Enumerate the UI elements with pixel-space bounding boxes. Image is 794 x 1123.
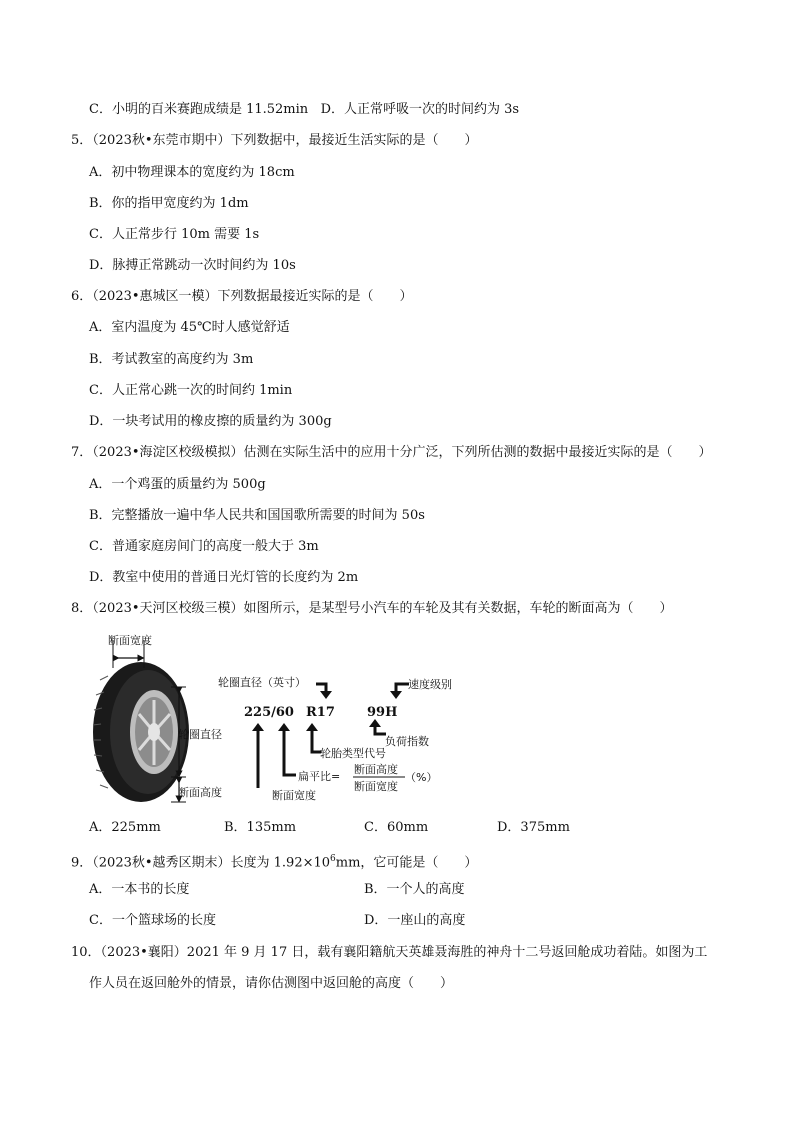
section-width-bottom-label: 断面宽度 xyxy=(272,789,316,802)
q6-option-d: D．一块考试用的橡皮擦的质量约为 300g xyxy=(89,414,332,429)
q6-option-c: C．人正常心跳一次的时间约 1min xyxy=(89,383,293,398)
q9-option-c: C．一个篮球场的长度 xyxy=(89,913,216,928)
tire-image xyxy=(93,662,189,802)
q9-exponent: 6 xyxy=(330,854,336,864)
q8-stem: 8．（2023•天河区校级三模）如图所示，是某型号小汽车的车轮及其有关数据，车轮的断面高为（ ） xyxy=(71,601,673,616)
q4-option-d: D．人正常呼吸一次的时间约为 3s xyxy=(320,102,520,117)
tire-figure xyxy=(86,630,452,805)
q4-options xyxy=(89,102,519,118)
aspect-ratio-label: 扁平比= xyxy=(298,770,341,783)
q7-option-c: C．普通家庭房间门的高度一般大于 3m xyxy=(89,539,319,554)
rim-diameter-side-label: 轮圈直径 xyxy=(178,728,222,741)
q9-stem xyxy=(71,851,477,871)
tire-type-label: 轮胎类型代号 xyxy=(320,747,386,760)
q9-stem-pre: 9．（2023秋•越秀区期末）长度为 1.92×10 xyxy=(71,855,331,871)
q9-option-b: B．一个人的高度 xyxy=(364,882,465,897)
q8-option-a: A．225mm xyxy=(89,820,161,835)
section-width-top-label: 断面宽度 xyxy=(108,634,152,647)
tire-code-load: 99H xyxy=(367,705,398,720)
ratio-numerator: 断面高度 xyxy=(354,763,398,776)
q7-option-d: D．教室中使用的普通日光灯管的长度约为 2m xyxy=(89,570,359,585)
section-height-side-label: 断面高度 xyxy=(178,786,222,799)
speed-rating-label: 速度级别 xyxy=(408,678,452,691)
q10-stem-line2: 作人员在返回舱外的情景，请你估测图中返回舱的高度（ ） xyxy=(89,976,454,991)
q5-option-b: B．你的指甲宽度约为 1dm xyxy=(89,196,249,211)
ratio-denominator: 断面宽度 xyxy=(354,780,398,793)
load-index-label: 负荷指数 xyxy=(385,735,429,748)
q6-option-b: B．考试教室的高度约为 3m xyxy=(89,352,254,367)
q6-stem: 6．（2023•惠城区一模）下列数据最接近实际的是（ ） xyxy=(71,289,413,304)
q9-stem-post: mm，它可能是（ ） xyxy=(335,855,478,871)
tire-code-rim: R17 xyxy=(306,705,335,720)
q5-option-a: A．初中物理课本的宽度约为 18cm xyxy=(89,165,295,180)
q9-option-d: D．一座山的高度 xyxy=(364,913,466,928)
q8-option-d: D．375mm xyxy=(497,820,570,835)
rim-diameter-inch-label: 轮圈直径（英寸） xyxy=(218,676,306,689)
q9-option-a: A．一本书的长度 xyxy=(89,882,190,897)
q5-option-c: C．人正常步行 10m 需要 1s xyxy=(89,227,260,242)
q4-option-c: C．小明的百米赛跑成绩是 11.52min xyxy=(89,102,309,117)
q7-stem: 7．（2023•海淀区校级模拟）估测在实际生活中的应用十分广泛，下列所估测的数据中最接近实际的是（ ） xyxy=(71,445,712,460)
q5-stem: 5．（2023秋•东莞市期中）下列数据中，最接近生活实际的是（ ） xyxy=(71,133,478,148)
q8-option-c: C．60mm xyxy=(364,820,429,835)
q7-option-b: B．完整播放一遍中华人民共和国国歌所需要的时间为 50s xyxy=(89,508,425,523)
q8-option-b: B．135mm xyxy=(224,820,297,835)
ratio-unit: （%） xyxy=(405,771,438,784)
q5-option-d: D．脉搏正常跳动一次时间约为 10s xyxy=(89,258,296,273)
tire-code-size: 225/60 xyxy=(244,705,294,720)
q10-stem-line1: 10．（2023•襄阳）2021 年 9 月 17 日，载有襄阳籍航天英雄聂海胜的神舟十二号返回舱成功着陆。如图为工 xyxy=(71,945,708,960)
q6-option-a: A．室内温度为 45℃时人感觉舒适 xyxy=(89,320,290,335)
q7-option-a: A．一个鸡蛋的质量约为 500g xyxy=(89,477,266,492)
